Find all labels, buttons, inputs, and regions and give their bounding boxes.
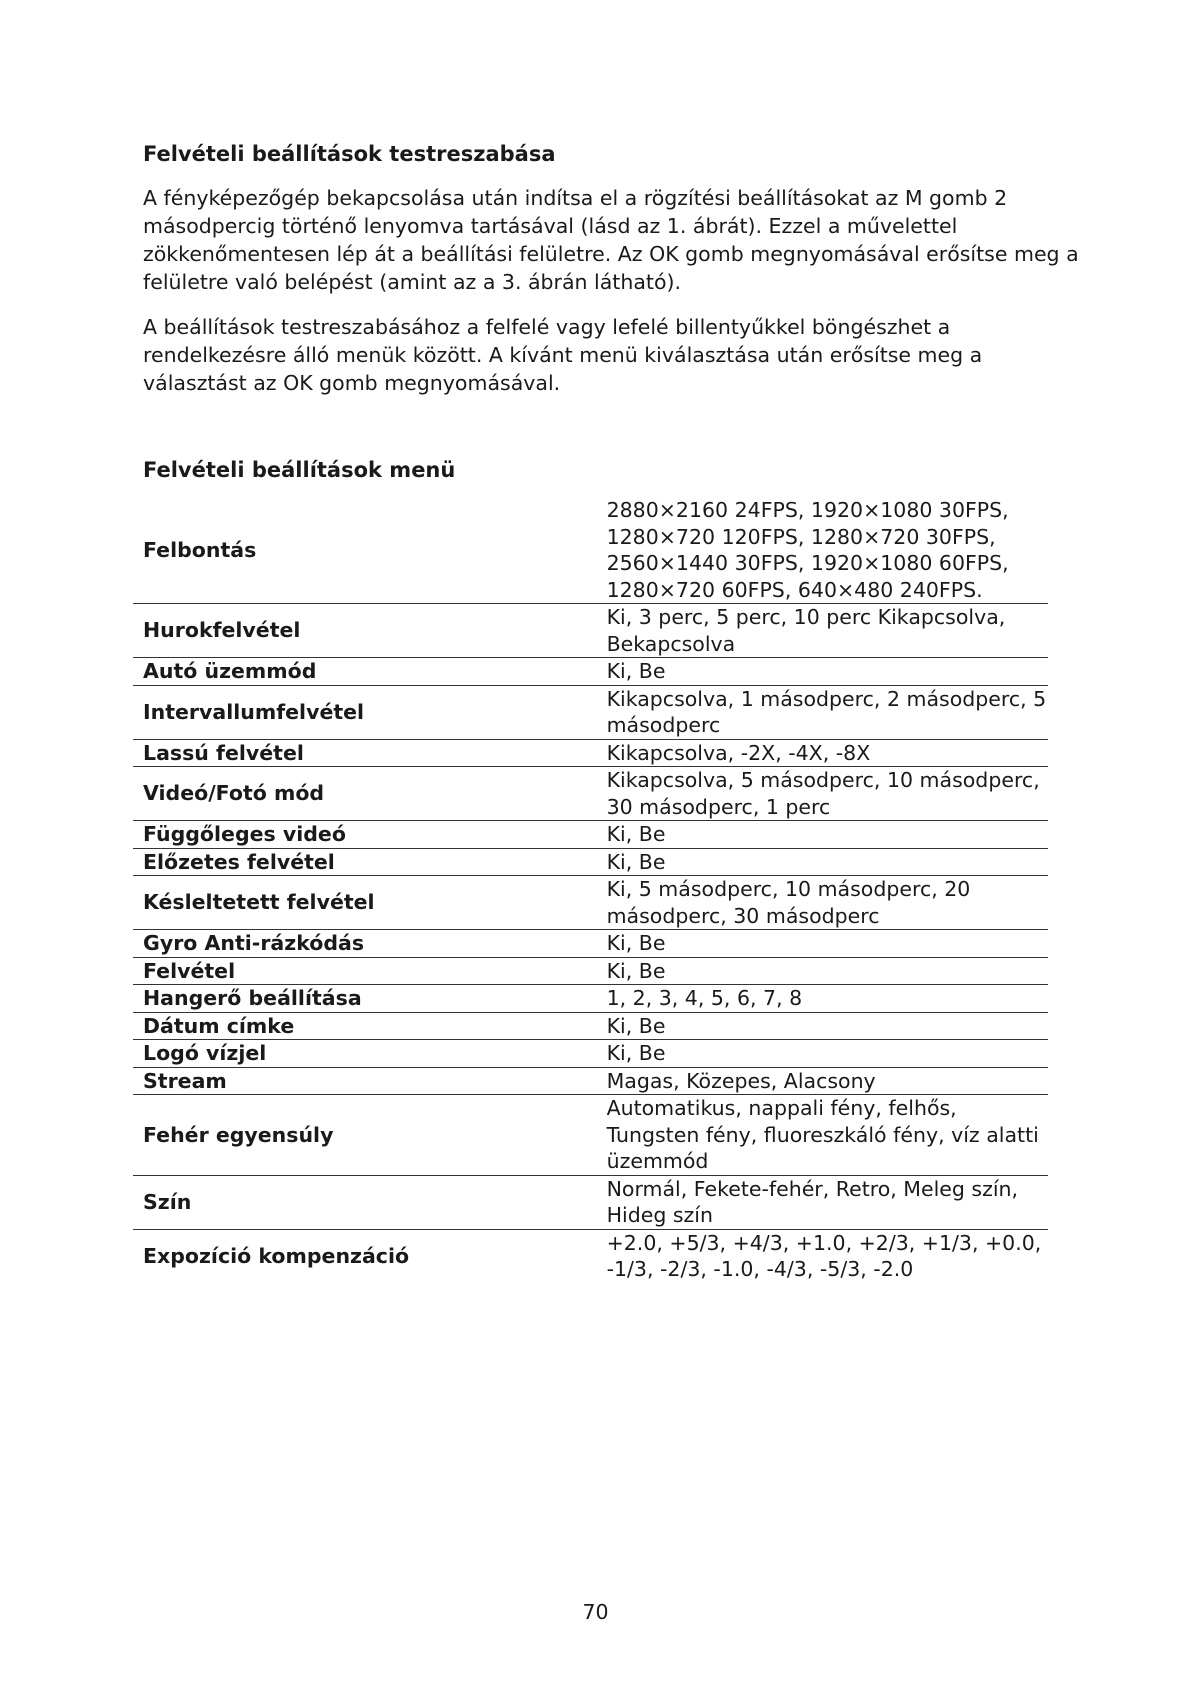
setting-values: Ki, Be xyxy=(606,1041,666,1065)
section-title-customize: Felvételi beállítások testreszabása xyxy=(143,142,556,166)
setting-name: Késleltetett felvétel xyxy=(143,890,375,915)
setting-name: Logó vízjel xyxy=(143,1041,267,1065)
setting-name: Stream xyxy=(143,1068,227,1093)
navigation-paragraph: A beállítások testreszabásához a felfelé vagy lefelé billentyűkkel böngészhet a rendelkezésre álló menük között. A kívánt menü kiválasztása után erősítse meg a választást az OK gomb megnyomásával. xyxy=(143,315,983,395)
table-row xyxy=(133,1040,1048,1068)
table-row xyxy=(133,604,1048,658)
setting-values: +2.0, +5/3, +4/3, +1.0, +2/3, +1/3, +0.0, -1/3, -2/3, -1.0, -4/3, -5/3, -2.0 xyxy=(606,1230,1042,1281)
setting-values: Ki, Be xyxy=(606,822,666,846)
table-row xyxy=(133,985,1048,1013)
table-row xyxy=(133,1012,1048,1040)
setting-values: Magas, Közepes, Alacsony xyxy=(606,1068,876,1093)
setting-name: Expozíció kompenzáció xyxy=(143,1243,410,1268)
setting-name: Előzetes felvétel xyxy=(143,849,335,874)
setting-values: Kikapcsolva, -2X, -4X, -8X xyxy=(606,740,871,765)
table-row xyxy=(133,767,1048,821)
setting-name: Lassú felvétel xyxy=(143,740,304,765)
table-row xyxy=(133,658,1048,686)
setting-values: Kikapcsolva, 5 másodperc, 10 másodperc, 30 másodperc, 1 perc xyxy=(606,768,1040,819)
section-title-menu: Felvételi beállítások menü xyxy=(143,458,456,482)
setting-name: Dátum címke xyxy=(143,1013,295,1038)
page-number: 70 xyxy=(582,1600,609,1624)
table-row xyxy=(133,1067,1048,1095)
setting-name: Autó üzemmód xyxy=(143,659,317,683)
table-row xyxy=(133,821,1048,849)
setting-name: Szín xyxy=(143,1189,192,1214)
setting-name: Intervallumfelvétel xyxy=(143,699,365,724)
setting-name: Gyro Anti-rázkódás xyxy=(143,931,365,955)
setting-values: Kikapcsolva, 1 másodperc, 2 másodperc, 5 másodperc xyxy=(606,686,1047,737)
setting-values: Ki, 3 perc, 5 perc, 10 perc Kikapcsolva, Bekapcsolva xyxy=(606,605,1006,656)
setting-name: Videó/Fotó mód xyxy=(143,781,325,806)
table-row xyxy=(133,739,1048,767)
table-row xyxy=(133,957,1048,985)
setting-values: Ki, Be xyxy=(606,931,666,955)
table-row xyxy=(133,685,1048,739)
table-row xyxy=(133,1095,1048,1176)
table-row xyxy=(133,930,1048,958)
setting-values: 1, 2, 3, 4, 5, 6, 7, 8 xyxy=(606,986,803,1010)
setting-values: Ki, 5 másodperc, 10 másodperc, 20 másodperc, 30 másodperc xyxy=(606,877,971,928)
table-row xyxy=(133,876,1048,930)
setting-name: Hurokfelvétel xyxy=(143,618,301,643)
setting-name: Felvétel xyxy=(143,958,236,983)
setting-values: Ki, Be xyxy=(606,958,666,983)
setting-values: Ki, Be xyxy=(606,849,666,874)
setting-name: Felbontás xyxy=(143,537,257,562)
table-row xyxy=(133,497,1048,604)
table-row xyxy=(133,1229,1048,1283)
setting-values: Ki, Be xyxy=(606,1013,666,1038)
setting-values: 2880×2160 24FPS, 1920×1080 30FPS, 1280×720 120FPS, 1280×720 30FPS, 2560×1440 30FPS, 1920×1080 60FPS, 1280×720 60FPS, 640×480 240FPS. xyxy=(606,498,1009,602)
table-row xyxy=(133,848,1048,876)
setting-values: Normál, Fekete-fehér, Retro, Meleg szín, Hideg szín xyxy=(606,1176,1019,1227)
setting-name: Hangerő beállítása xyxy=(143,986,362,1010)
setting-name: Fehér egyensúly xyxy=(143,1122,334,1147)
intro-paragraph: A fényképezőgép bekapcsolása után indítsa el a rögzítési beállításokat az M gomb 2 másodpercig történő lenyomva tartásával (lásd az 1. ábrát). Ezzel a művelettel zökkenőmentesen lép át a beállítási felületre. Az OK gomb megnyomásával erősítse meg a felületre való belépést (amint az a 3. ábrán látható). xyxy=(143,186,1079,294)
settings-table xyxy=(133,497,1048,1283)
setting-values: Ki, Be xyxy=(606,659,666,683)
table-row xyxy=(133,1175,1048,1229)
setting-name: Függőleges videó xyxy=(143,822,346,846)
setting-values: Automatikus, nappali fény, felhős, Tungsten fény, fluoreszkáló fény, víz alatti üzemmód xyxy=(606,1096,1039,1173)
